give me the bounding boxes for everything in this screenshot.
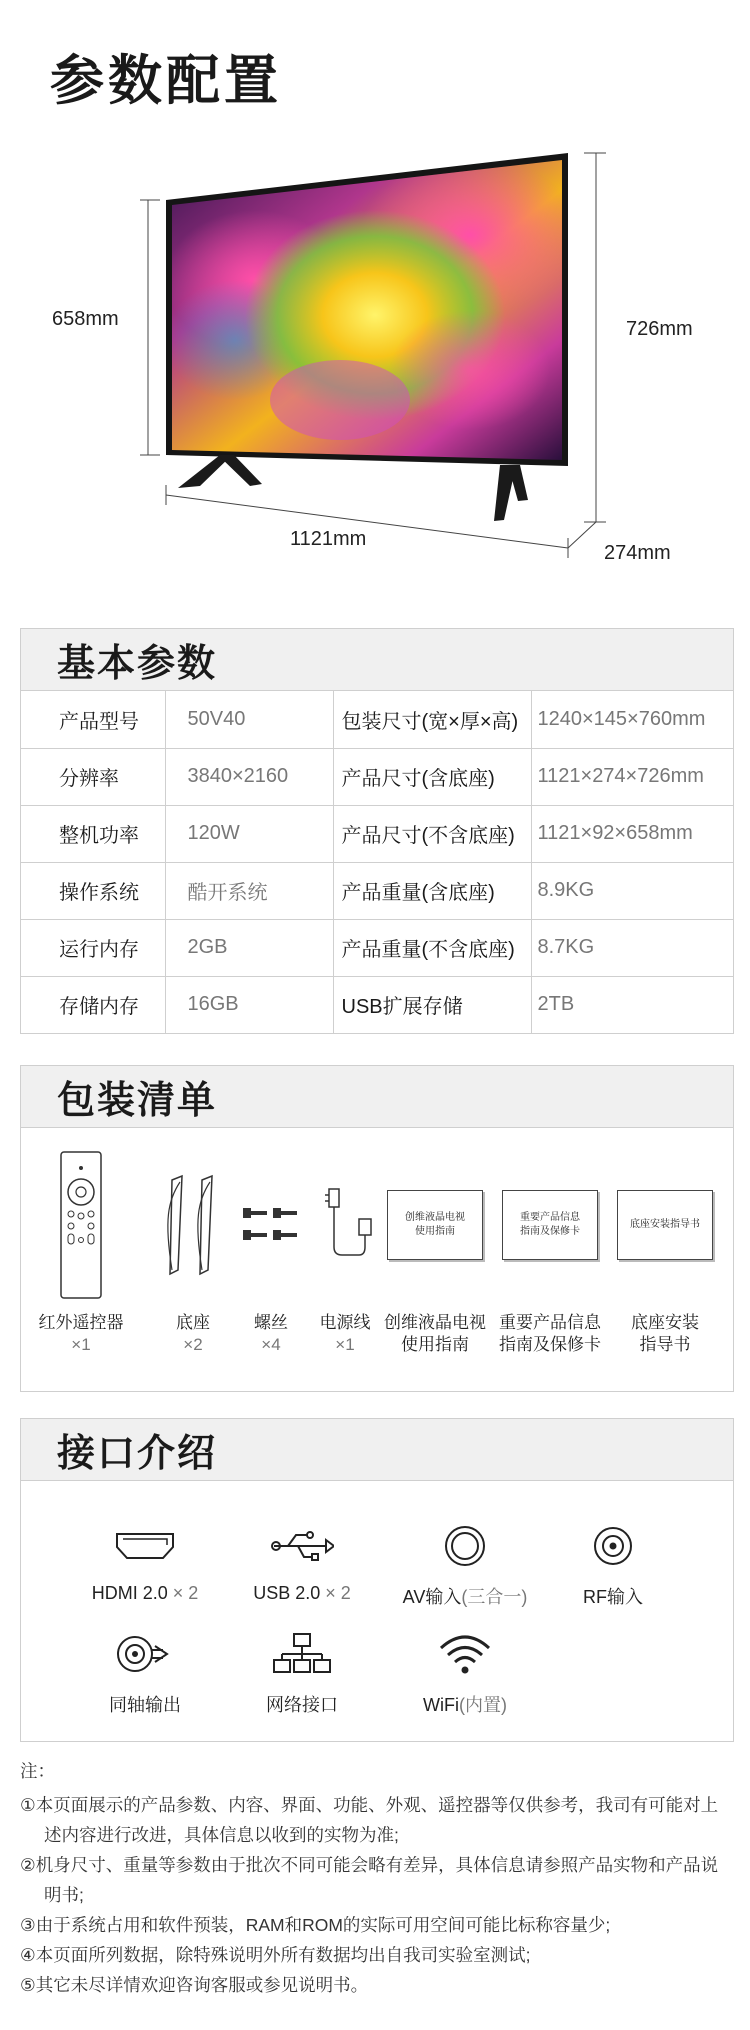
spec-row [21, 862, 733, 919]
basic-params-header [21, 629, 733, 691]
spec-key: 包装尺寸(宽×厚×高) [333, 691, 531, 748]
remote-icon [59, 1150, 103, 1300]
basic-params-section [20, 628, 734, 1034]
interface-wifi [380, 1629, 550, 1717]
package-item-qty: ×1 [335, 1335, 355, 1354]
stand-icon [158, 1170, 228, 1280]
spec-key: 产品重量(不含底座) [333, 919, 531, 976]
booklet-text: 底座安装指导书 [630, 1219, 700, 1230]
spec-row [21, 805, 733, 862]
interface-label: AV输入 [402, 1587, 462, 1607]
spec-key: 操作系统 [21, 862, 165, 919]
network-icon [272, 1632, 332, 1676]
package-item-name: 螺丝 [254, 1313, 288, 1332]
tv-dimension-figure [0, 140, 750, 580]
spec-key: 产品重量(含底座) [333, 862, 531, 919]
spec-row [21, 976, 733, 1033]
interface-label: 同轴输出 [109, 1695, 181, 1715]
note-line: ③由于系统占用和软件预装，RAM和ROM的实际可用空间可能比标称容量少; [20, 1915, 611, 1935]
power-cord-icon [315, 1185, 375, 1265]
interface-label: HDMI 2.0 [91, 1583, 168, 1603]
spec-key: USB扩展存储 [333, 976, 531, 1033]
spec-row [21, 748, 733, 805]
package-item-name2: 指南及保修卡 [499, 1335, 601, 1354]
wifi-icon [438, 1632, 492, 1676]
interface-network [217, 1629, 387, 1717]
spec-key: 产品尺寸(含底座) [333, 748, 531, 805]
package-item-name: 重要产品信息 [499, 1313, 601, 1332]
spec-key: 产品尺寸(不含底座) [333, 805, 531, 862]
interface-hdmi [60, 1521, 230, 1604]
package-item-stand-guide [606, 1150, 724, 1356]
page-title: 参数配置 [50, 51, 282, 111]
dim-total-height: 726mm [626, 318, 693, 340]
package-item-name: 创维液晶电视 [384, 1313, 486, 1332]
usb-icon [270, 1529, 334, 1563]
interface-coaxial [60, 1629, 230, 1717]
rf-icon [591, 1524, 635, 1568]
coaxial-icon [115, 1632, 175, 1676]
booklet-text: 创维液晶电视 使用指南 [405, 1212, 465, 1237]
dim-width: 1121mm [290, 528, 367, 550]
spec-value: 1240×145×760mm [537, 707, 706, 730]
spec-value: 120W [165, 805, 333, 862]
interface-rf [528, 1521, 698, 1609]
dim-depth: 274mm [604, 542, 671, 564]
package-item-name2: 使用指南 [401, 1335, 469, 1354]
basic-params-title: 基本参数 [57, 643, 218, 685]
interface-sub: × 2 [325, 1583, 351, 1603]
package-item-name: 红外遥控器 [38, 1313, 124, 1332]
interface-label: RF输入 [583, 1587, 643, 1607]
package-header [21, 1066, 733, 1128]
package-item-qty: ×2 [183, 1335, 203, 1354]
spec-value: 3840×2160 [165, 748, 333, 805]
spec-row [21, 919, 733, 976]
package-section [20, 1065, 734, 1392]
spec-key: 分辨率 [21, 748, 165, 805]
screw-icon [241, 1200, 301, 1250]
spec-table [21, 691, 733, 1033]
warranty-booklet [502, 1190, 598, 1260]
stand-guide-booklet [617, 1190, 713, 1260]
notes [20, 1756, 734, 2000]
package-item-name2: 指导书 [639, 1335, 691, 1354]
av-icon [443, 1524, 487, 1568]
booklet-text: 重要产品信息 指南及保修卡 [520, 1212, 580, 1237]
package-items [21, 1128, 733, 1393]
interface-usb [217, 1521, 387, 1604]
package-item-qty: ×1 [71, 1335, 91, 1354]
package-item-name: 底座 [176, 1313, 210, 1332]
dim-screen-height: 658mm [52, 308, 119, 330]
interfaces-section [20, 1418, 734, 1742]
package-title: 包装清单 [57, 1080, 218, 1122]
spec-value: 2TB [531, 976, 733, 1033]
package-item-name: 电源线 [319, 1313, 371, 1332]
spec-value: 1121×274×726mm [531, 748, 733, 805]
interface-sub: (内置) [458, 1695, 507, 1715]
package-item-qty: ×4 [261, 1335, 281, 1354]
spec-row [21, 691, 733, 748]
interface-av [380, 1521, 550, 1609]
package-item-name: 底座安装 [631, 1313, 699, 1332]
interfaces-items [21, 1481, 733, 1743]
interface-label: USB 2.0 [253, 1583, 321, 1603]
spec-value: 8.7KG [531, 919, 733, 976]
interfaces-header [21, 1419, 733, 1481]
spec-key: 存储内存 [21, 976, 165, 1033]
spec-value: 50V40 [165, 691, 333, 748]
note-line: ⑤其它未尽详情欢迎咨询客服或参见说明书。 [20, 1975, 369, 1995]
interface-sub: × 2 [172, 1583, 199, 1603]
interface-sub: (三合一) [461, 1587, 528, 1607]
spec-value: 16GB [165, 976, 333, 1033]
spec-value: 2GB [165, 919, 333, 976]
spec-key: 整机功率 [21, 805, 165, 862]
spec-value: 酷开系统 [165, 862, 333, 919]
note-line: ①本页面展示的产品参数、内容、界面、功能、外观、遥控器等仅供参考，我司有可能对上述内容进行改进，具体信息以收到的实物为准; [20, 1795, 719, 1845]
interfaces-title: 接口介绍 [57, 1433, 218, 1475]
spec-key: 产品型号 [21, 691, 165, 748]
package-item-warranty-card [491, 1150, 609, 1356]
user-guide-booklet [387, 1190, 483, 1260]
spec-value: 8.9KG [531, 862, 733, 919]
note-line: ④本页面所列数据，除特殊说明外所有数据均出自我司实验室测试; [20, 1945, 531, 1965]
spec-key: 运行内存 [21, 919, 165, 976]
package-item-user-guide [376, 1150, 494, 1356]
package-item-remote [31, 1150, 131, 1356]
interface-label: 网络接口 [266, 1695, 338, 1715]
notes-title: 注： [20, 1761, 55, 1781]
note-line: ②机身尺寸、重量等参数由于批次不同可能会略有差异，具体信息请参照产品实物和产品说明书; [20, 1855, 719, 1905]
interface-label: WiFi [423, 1695, 459, 1715]
tv-illustration [0, 140, 750, 580]
hdmi-icon [115, 1531, 175, 1561]
spec-value: 1121×92×658mm [531, 805, 733, 862]
